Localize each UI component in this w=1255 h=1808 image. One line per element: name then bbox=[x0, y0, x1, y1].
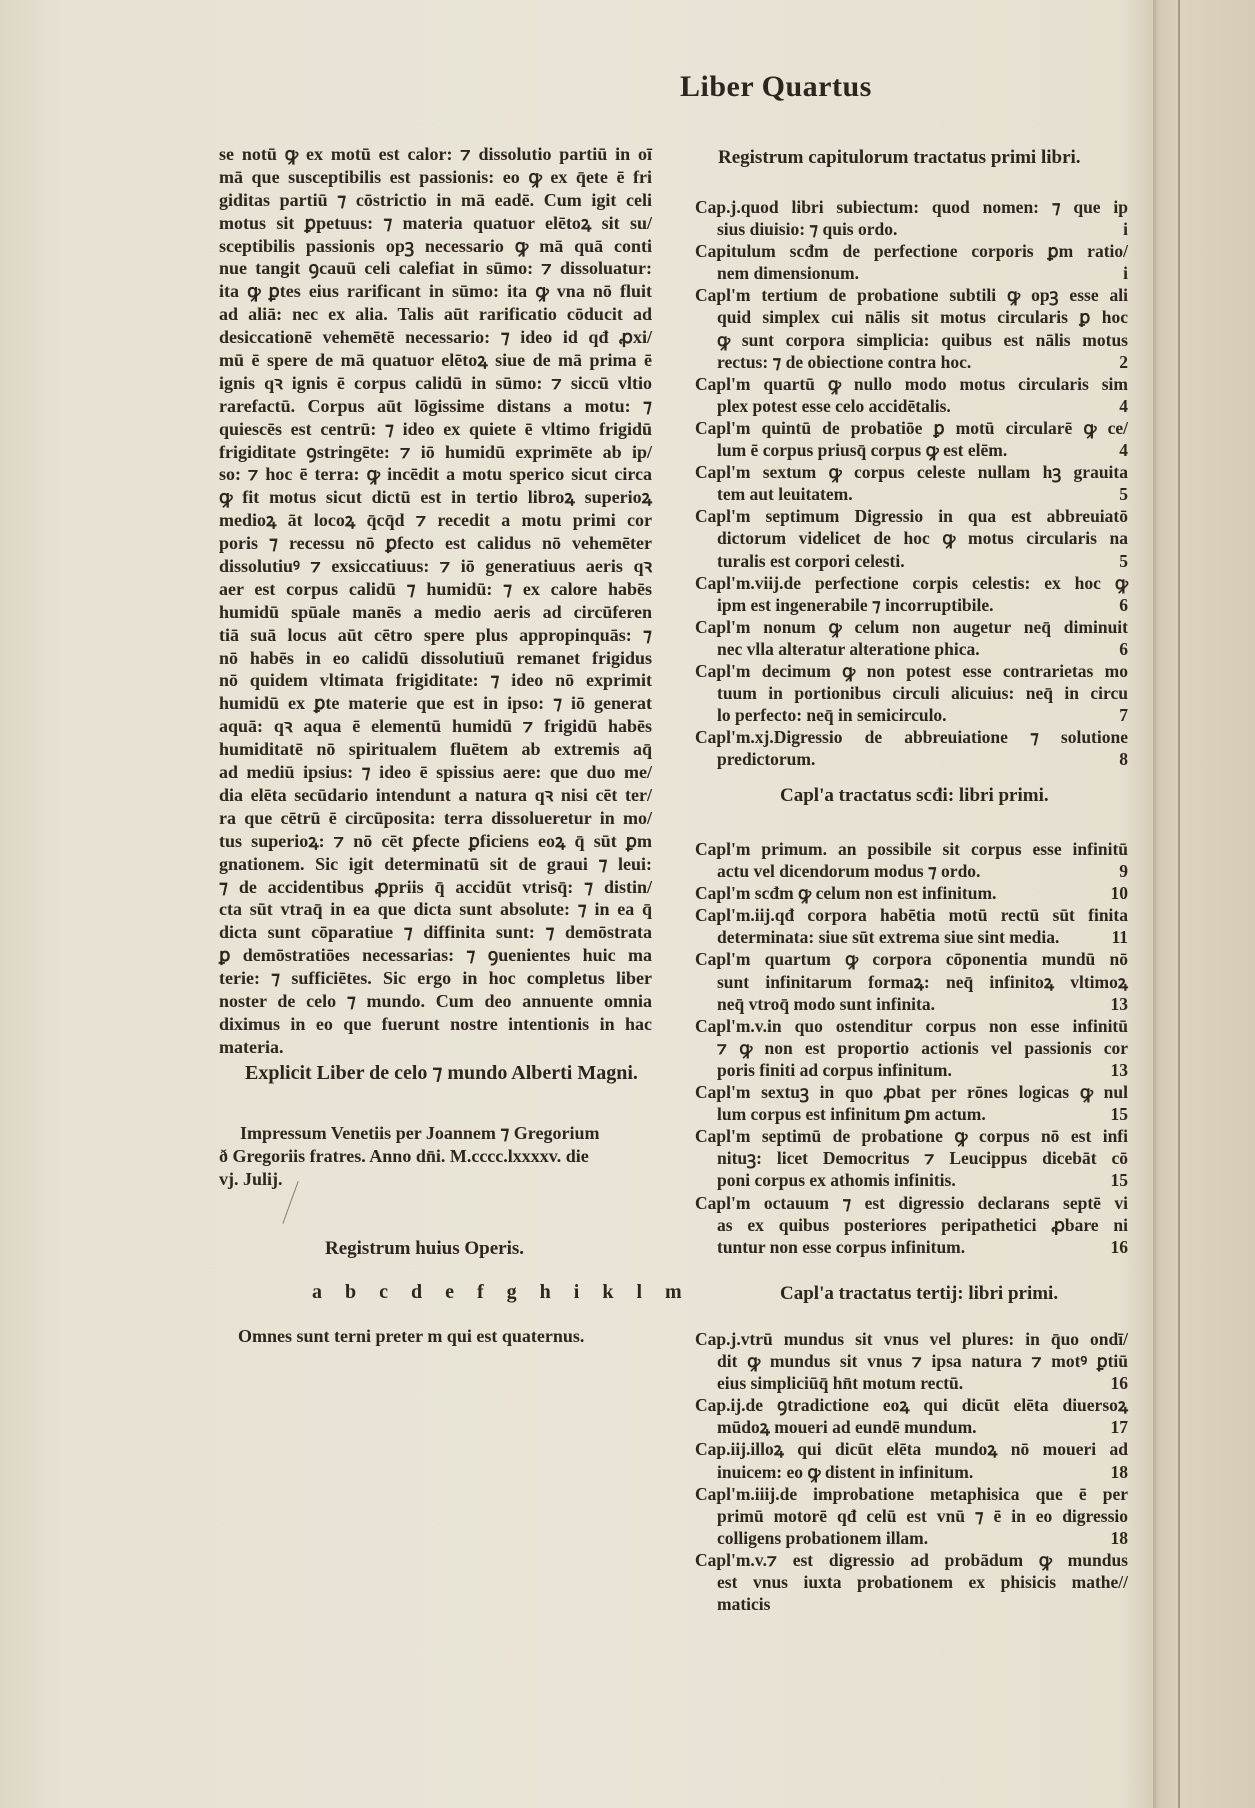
text-line: humidū spūale manēs a medio aeris ad circūferen bbox=[219, 601, 652, 622]
entry-line: Capitulum scđm de perfectione corporis ꝑm ratio/ bbox=[695, 241, 1128, 262]
text-line: sceptibilis passionis opꝫ necessario ꝙ mā quā conti bbox=[219, 235, 652, 256]
entry-line bbox=[695, 351, 1128, 373]
entry-text: lo perfecto: neq̄ in semicirculo. bbox=[717, 705, 947, 726]
entry-line: Capl'm.v.in quo ostenditur corpus non esse infinitū bbox=[695, 1015, 1128, 1036]
entry-line: Capl'm.xj.Digressio de abbreuiatione ⁊ solutione bbox=[695, 727, 1128, 748]
page-gutter-line bbox=[1178, 0, 1180, 1808]
entry-line bbox=[695, 1372, 1128, 1394]
text-line: humiditatē nō spiritualem fluētem ab extremis aq̄ bbox=[219, 739, 652, 760]
entry-text: nem dimensionum. bbox=[717, 263, 859, 284]
page-number: 13 bbox=[1110, 993, 1128, 1014]
section-heading: Capl'a tractatus tertij: libri primi. bbox=[780, 1283, 1059, 1304]
entry-line bbox=[695, 1593, 1128, 1615]
chapter-entry bbox=[695, 1081, 1128, 1125]
entry-line: Cap.j.quod libri subiectum: quod nomen: ⁊ que ip bbox=[695, 197, 1128, 217]
page-number: 11 bbox=[1111, 927, 1128, 948]
page-number: 7 bbox=[1119, 705, 1128, 726]
entry-line bbox=[695, 1461, 1128, 1483]
chapter-list bbox=[695, 196, 1128, 770]
entry-text: nec vlla alteratur alteratione phica. bbox=[717, 638, 980, 659]
entry-line bbox=[695, 262, 1128, 284]
text-line: mū ē spere de mā quatuor elētoꝝ siue de mā prima ē bbox=[219, 350, 652, 371]
entry-text: eius simpliciūq̄ hn̄t motum rectū. bbox=[717, 1373, 964, 1394]
text-line: diximus in eo que fuerunt nostre intentionis in hac bbox=[219, 1013, 652, 1034]
entry-line bbox=[695, 860, 1128, 882]
page-number: 5 bbox=[1119, 484, 1128, 505]
entry-line bbox=[695, 483, 1128, 505]
entry-line: sunt infinitarum formaꝝ: neq̄ infinitoꝝ vltimoꝝ bbox=[717, 971, 1128, 992]
entry-line: ꝙ sunt corpora simplicia: quibus est nālis motus bbox=[717, 329, 1128, 350]
entry-line: Capl'm decimum ꝙ non potest esse contrarietas mo bbox=[695, 660, 1128, 681]
entry-line: Capl'm quartum ꝙ corpora cōponentia mundū nō bbox=[695, 949, 1128, 970]
text-line: frigiditate ꝯstringēte: ⁊ iō humidū exprimēte ab ip/ bbox=[219, 441, 652, 462]
chapter-entry bbox=[695, 373, 1128, 417]
entry-line bbox=[695, 1103, 1128, 1125]
chapter-entry bbox=[695, 240, 1128, 284]
text-line: ⁊ de accidentibus ꝓpriis q̄ accidūt vtrisq̄: ⁊ distin/ bbox=[219, 876, 652, 897]
entry-line: Capl'm sextum ꝙ corpus celeste nullam hꝫ grauita bbox=[695, 462, 1128, 483]
page-number: 15 bbox=[1110, 1104, 1128, 1125]
entry-text: Capl'm scđm ꝙ celum non est infinitum. bbox=[695, 883, 997, 904]
page-number: 15 bbox=[1110, 1170, 1128, 1191]
entry-line: ⁊ ꝙ non est proportio actionis vel passionis cor bbox=[717, 1037, 1128, 1058]
entry-line: tuum in portionibus circuli alicuius: neq̄ in circu bbox=[717, 683, 1128, 704]
text-line: gnationem. Sic igit determinatū sit de graui ⁊ leui: bbox=[219, 853, 652, 874]
page-number: 18 bbox=[1110, 1527, 1128, 1548]
entry-line: Capl'm primum. an possibile sit corpus esse infinitū bbox=[695, 839, 1128, 859]
entry-line: Cap.j.vtrū mundus sit vnus vel plures: in q̄uo ondī/ bbox=[695, 1329, 1128, 1349]
entry-line bbox=[695, 395, 1128, 417]
page-number: 4 bbox=[1119, 395, 1128, 416]
entry-text: colligens probationem illam. bbox=[717, 1527, 929, 1548]
text-line: dissolutiuꝰ ⁊ exsiccatiuus: ⁊ iō generatiuus aeris qꝛ bbox=[219, 556, 652, 577]
entry-line: Capl'm septimum Digressio in qua est abbreuiatō bbox=[695, 506, 1128, 527]
entry-text: rectus: ⁊ de obiectione contra hoc. bbox=[717, 351, 972, 372]
entry-text: tuntur non esse corpus infinitum. bbox=[717, 1236, 966, 1257]
entry-text: sius diuisio: ⁊ quis ordo. bbox=[717, 219, 898, 240]
entry-line: Capl'm nonum ꝙ celum non augetur neq̄ diminuit bbox=[695, 616, 1128, 637]
chapter-entry bbox=[695, 505, 1128, 571]
page-number: 16 bbox=[1110, 1236, 1128, 1257]
chapter-entry bbox=[695, 1015, 1128, 1081]
chapter-entry bbox=[695, 1483, 1128, 1549]
pen-mark bbox=[282, 1181, 298, 1224]
text-line: aer est corpus calidū ⁊ humidū: ⁊ ex calore habēs bbox=[219, 578, 652, 599]
colophon-line-2: ð Gregoriis fratres. Anno dn̄i. M.cccc.lxxxxv. die bbox=[219, 1146, 589, 1166]
section-heading: Registrum capitulorum tractatus primi libri. bbox=[718, 147, 1081, 168]
text-line: motus sit ꝑpetuus: ⁊ materia quatuor elētoꝝ sit su/ bbox=[219, 212, 652, 233]
page-number: 6 bbox=[1119, 638, 1128, 659]
entry-line bbox=[695, 704, 1128, 726]
entry-line: Cap.ij.de ꝯtradictione eoꝝ qui dicūt elēta diuersoꝝ bbox=[695, 1395, 1128, 1416]
entry-line: Capl'm.iij.qđ corpora habētia motū rectū sūt finita bbox=[695, 905, 1128, 926]
entry-line bbox=[695, 638, 1128, 660]
entry-line bbox=[695, 1236, 1128, 1258]
chapter-entry bbox=[695, 1328, 1128, 1394]
entry-text: predictorum. bbox=[717, 749, 816, 770]
entry-text: ipm est ingenerabile ⁊ incorruptibile. bbox=[717, 594, 994, 615]
chapter-entry bbox=[695, 572, 1128, 616]
text-line: dicta sunt cōparatiue ⁊ diffinita sunt: ⁊ demōstrata bbox=[219, 922, 652, 943]
entry-text: plex potest esse celo accidētalis. bbox=[717, 395, 951, 416]
colophon-line-1: Impressum Venetiis per Joannem ⁊ Gregorium bbox=[240, 1123, 600, 1143]
entry-line: Capl'm quintū de probatiōe ꝑ motū circularē ꝙ ce/ bbox=[695, 417, 1128, 438]
text-line: rarefactū. Corpus aūt lōgissime distans a motu: ⁊ bbox=[219, 395, 652, 416]
chapter-entry bbox=[695, 1192, 1128, 1258]
text-line: dia elēta secūdario intendunt a natura qꝛ nisi cēt ter/ bbox=[219, 784, 652, 805]
text-line: poris ⁊ recessu nō ꝑfecto est calidus nō vehemēter bbox=[219, 533, 652, 554]
text-line: ꝙ fit motus sicut dictū est in tertio libroꝝ superioꝝ bbox=[219, 487, 652, 508]
explicit: Explicit Liber de celo ⁊ mundo Alberti Magni. bbox=[245, 1062, 638, 1084]
chapter-entry bbox=[695, 461, 1128, 505]
entry-line bbox=[695, 550, 1128, 572]
entry-line bbox=[695, 748, 1128, 770]
entry-line: as ex quibus posteriores peripathetici ꝓbare ni bbox=[717, 1214, 1128, 1235]
chapter-entry bbox=[695, 882, 1128, 904]
entry-line bbox=[695, 926, 1128, 948]
chapter-list bbox=[695, 838, 1128, 1258]
entry-text: poris finiti ad corpus infinitum. bbox=[717, 1059, 952, 1080]
chapter-entry bbox=[695, 904, 1128, 948]
text-line: medioꝝ āt locoꝝ q̄cq̄d ⁊ recedit a motu primi cor bbox=[219, 510, 652, 531]
text-line: terie: ⁊ sufficiētes. Sic ergo in hoc completus liber bbox=[219, 968, 652, 989]
entry-line: Capl'm octauum ⁊ est digressio declarans septē vi bbox=[695, 1192, 1128, 1213]
entry-line: Capl'm septimū de probatione ꝙ corpus nō est infi bbox=[695, 1126, 1128, 1147]
text-line: ignis qꝛ ignis ē corpus calidū in sūmo: ⁊ siccū vltio bbox=[219, 372, 652, 393]
entry-text: actu vel dicendorum modus ⁊ ordo. bbox=[717, 861, 981, 882]
text-line: ad mediū ipsius: ⁊ ideo ē spissius aere: que duo me/ bbox=[219, 762, 652, 783]
entry-text: tem aut leuitatem. bbox=[717, 484, 853, 505]
page-number: 13 bbox=[1110, 1059, 1128, 1080]
page-number: 18 bbox=[1110, 1461, 1128, 1482]
text-line: materia. bbox=[219, 1036, 284, 1057]
entry-line: Capl'm.viij.de perfectione corpis celestis: ex hoc ꝙ bbox=[695, 572, 1128, 593]
chapter-entry bbox=[695, 1394, 1128, 1438]
chapter-entry bbox=[695, 948, 1128, 1014]
entry-line: nituꝫ: licet Democritus ⁊ Leucippus dicebāt cō bbox=[717, 1148, 1128, 1169]
text-line: ad aliā: nec ex alia. Talis aūt rarificatio cōducit ad bbox=[219, 304, 652, 325]
page-number: 2 bbox=[1119, 351, 1128, 372]
entry-line bbox=[695, 439, 1128, 461]
text-line: nō quidem vltimata frigiditate: ⁊ ideo nō exprimit bbox=[219, 670, 652, 691]
register-note: Omnes sunt terni preter m qui est quaternus. bbox=[238, 1326, 585, 1346]
text-line: nō habēs in eo calidū dissolutiuū remanet frigidus bbox=[219, 647, 652, 668]
page-number: 8 bbox=[1119, 749, 1128, 770]
chapter-entry bbox=[695, 1125, 1128, 1191]
entry-text: lum ē corpus priusq̄ corpus ꝙ est elēm. bbox=[717, 440, 1008, 461]
text-line: so: ⁊ hoc ē terra: ꝙ incēdit a motu sperico sicut circa bbox=[219, 464, 652, 485]
text-line: ꝑ demōstratiōes necessarias: ⁊ ꝯuenientes huic ma bbox=[219, 945, 652, 966]
chapter-entry bbox=[695, 838, 1128, 882]
entry-line: Capl'm tertium de probatione subtili ꝙ opꝫ esse ali bbox=[695, 285, 1128, 306]
entry-line bbox=[695, 882, 1128, 904]
page-number: 17 bbox=[1110, 1417, 1128, 1438]
entry-line bbox=[695, 1527, 1128, 1549]
entry-line: Cap.iij.illoꝝ qui dicūt elēta mundoꝝ nō moueri ad bbox=[695, 1439, 1128, 1460]
adjacent-page-edge bbox=[1153, 0, 1255, 1808]
entry-line: Capl'm.iiij.de improbatione metaphisica que ē per bbox=[695, 1483, 1128, 1504]
running-head: Liber Quartus bbox=[680, 70, 872, 103]
entry-line bbox=[695, 1416, 1128, 1438]
text-line: giditas partiū ⁊ cōstrictio in mā eadē. Cum igit celi bbox=[219, 189, 652, 210]
text-line: quiescēs est centrū: ⁊ ideo ex quiete ē vltimo frigidū bbox=[219, 418, 652, 439]
page-number: i bbox=[1123, 263, 1128, 284]
chapter-entry bbox=[695, 616, 1128, 660]
colophon-line-3: vj. Julij. bbox=[219, 1169, 283, 1189]
entry-line: est vnus iuxta probationem ex phisicis mathe// bbox=[717, 1572, 1128, 1593]
entry-line: Capl'm quartū ꝙ nullo modo motus circularis sim bbox=[695, 373, 1128, 394]
entry-line: Capl'm sextuꝫ in quo ꝓbat per rōnes logicas ꝙ nul bbox=[695, 1082, 1128, 1103]
page-number: 9 bbox=[1119, 861, 1128, 882]
chapter-entry bbox=[695, 284, 1128, 372]
entry-line bbox=[695, 218, 1128, 240]
page-number: 5 bbox=[1119, 550, 1128, 571]
text-line: humidū ex ꝑte materie que est in ipso: ⁊ iō generat bbox=[219, 693, 652, 714]
text-line: ra que cētrū ē circūposita: terra dissolueretur in mo/ bbox=[219, 807, 652, 828]
chapter-entry bbox=[695, 196, 1128, 240]
entry-text: lum corpus est infinitum ꝑm actum. bbox=[717, 1104, 986, 1125]
entry-text: inuicem: eo ꝙ distent in infinitum. bbox=[717, 1461, 974, 1482]
chapter-entry bbox=[695, 1549, 1128, 1615]
page-number: i bbox=[1123, 219, 1128, 240]
text-line: cta sūt vtraq̄ in ea que dicta sunt absolute: ⁊ in ea q̄ bbox=[219, 899, 652, 920]
page-number: 4 bbox=[1119, 440, 1128, 461]
entry-text: neq̄ vtroq̄ modo sunt infinita. bbox=[717, 993, 935, 1014]
text-line: nue tangit ꝯcauū celi calefiat in sūmo: ⁊ dissoluatur: bbox=[219, 258, 652, 279]
entry-line: primū motorē qđ celū est vnū ⁊ ē in eo digressio bbox=[717, 1505, 1128, 1526]
entry-line bbox=[695, 1059, 1128, 1081]
text-line: se notū ꝙ ex motū est calor: ⁊ dissolutio partiū in oī bbox=[219, 144, 652, 164]
chapter-list bbox=[695, 1328, 1128, 1615]
text-line: aquā: qꝛ aqua ē elementū humidū ⁊ frigidū habēs bbox=[219, 716, 652, 737]
text-line: tiā suā locus aūt cētro spere plus appropinquās: ⁊ bbox=[219, 624, 652, 645]
entry-text: mūdoꝝ moueri ad eundē mundum. bbox=[717, 1417, 977, 1438]
entry-line: dit ꝙ mundus sit vnus ⁊ ipsa natura ⁊ motꝰ ꝑtiū bbox=[717, 1351, 1128, 1372]
entry-line: quid simplex cui nālis sit motus circularis ꝑ hoc bbox=[717, 307, 1128, 328]
entry-line bbox=[695, 1169, 1128, 1191]
entry-text: determinata: siue sūt extrema siue sint media. bbox=[717, 927, 1060, 948]
section-heading: Capl'a tractatus scđi: libri primi. bbox=[780, 785, 1049, 806]
entry-line bbox=[695, 993, 1128, 1015]
text-line: tus superioꝝ: ⁊ nō cēt ꝑfecte ꝑficiens eoꝝ q̄ sūt ꝑm bbox=[219, 830, 652, 851]
entry-text: poni corpus ex athomis infinitis. bbox=[717, 1170, 956, 1191]
chapter-entry bbox=[695, 726, 1128, 770]
left-column-text bbox=[219, 143, 652, 1059]
text-line: desiccationē vehemētē necessario: ⁊ ideo id qđ ꝓxi/ bbox=[219, 327, 652, 348]
page-number: 6 bbox=[1119, 594, 1128, 615]
entry-line: Capl'm.v.⁊ est digressio ad probādum ꝙ mundus bbox=[695, 1549, 1128, 1570]
text-line: mā que susceptibilis est passionis: eo ꝙ ex q̄ete ē fri bbox=[219, 166, 652, 187]
page-number: 16 bbox=[1110, 1373, 1128, 1394]
page-number: 10 bbox=[1110, 883, 1128, 904]
chapter-entry bbox=[695, 417, 1128, 461]
entry-line: dictorum videlicet de hoc ꝙ motus circularis na bbox=[717, 528, 1128, 549]
register-letters: a b c d e f g h i k l m bbox=[312, 1281, 691, 1303]
chapter-entry bbox=[695, 1438, 1128, 1482]
chapter-entry bbox=[695, 660, 1128, 726]
entry-text: turalis est corpori celesti. bbox=[717, 550, 905, 571]
text-line: ita ꝙ ꝑtes eius rarificant in sūmo: ita ꝙ vna nō fluit bbox=[219, 281, 652, 302]
entry-text: maticis bbox=[717, 1594, 771, 1615]
register-title: Registrum huius Operis. bbox=[325, 1238, 524, 1259]
entry-line bbox=[695, 594, 1128, 616]
text-line: noster de celo ⁊ mundo. Cum deo annuente omnia bbox=[219, 990, 652, 1011]
